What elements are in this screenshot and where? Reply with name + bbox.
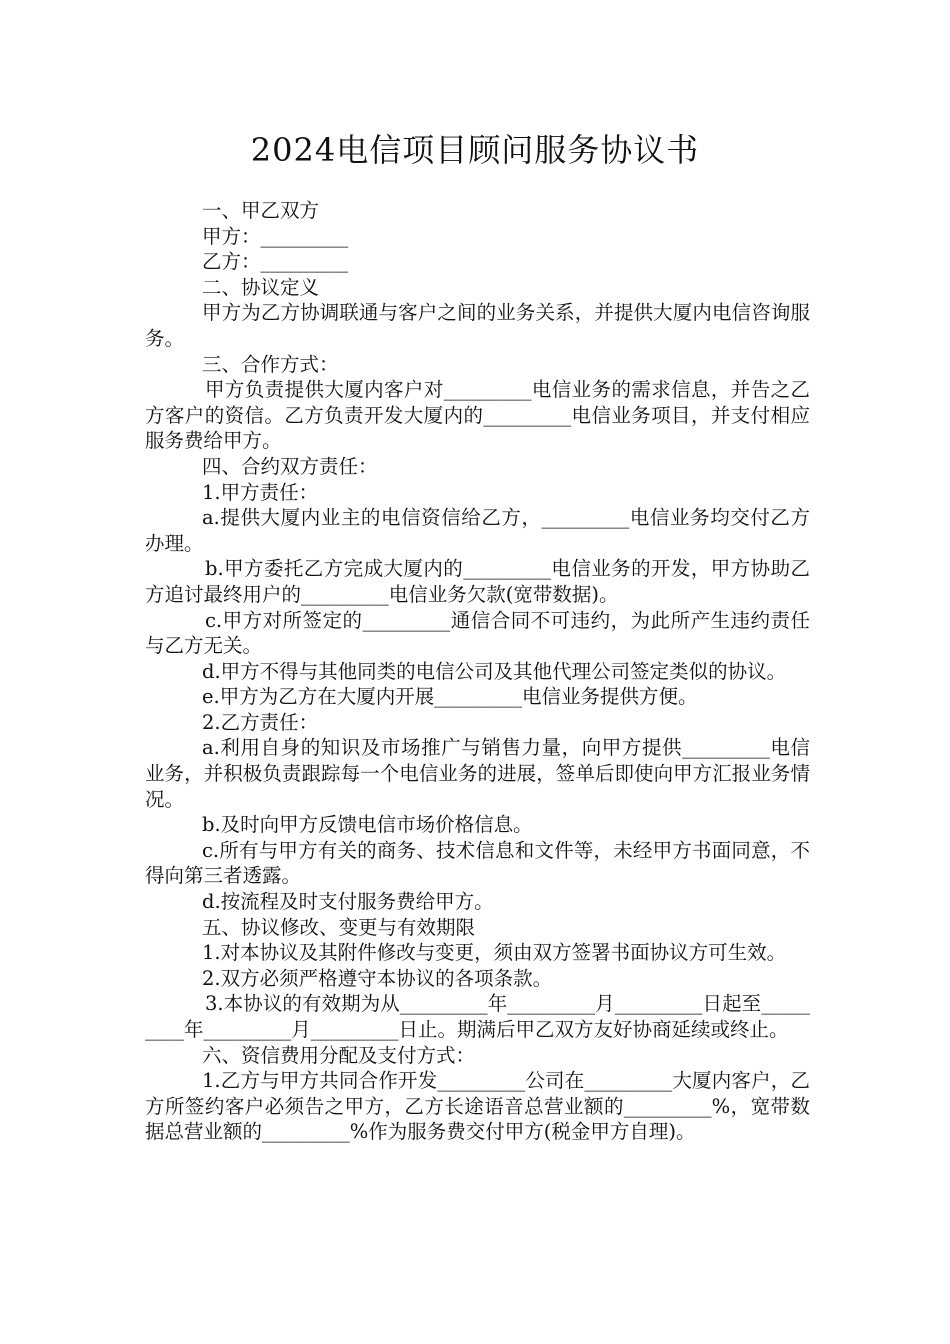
section-heading: 三、合作方式：: [202, 352, 339, 376]
section-heading: 二、协议定义: [202, 275, 320, 299]
clause: b.甲方委托乙方完成大厦内的_________电信业务的开发，甲方协助乙方追讨最终用户的_________电信业务欠款(宽带数据)。: [145, 557, 810, 606]
section-heading: 四、合约双方责任：: [202, 454, 378, 478]
document-body: [145, 198, 810, 1145]
party-b-line: 乙方：_________: [202, 250, 349, 274]
clause: d.甲方不得与其他同类的电信公司及其他代理公司签定类似的协议。: [202, 659, 787, 683]
subsection-heading: 2.乙方责任：: [202, 710, 319, 734]
clause: c.甲方对所签定的_________通信合同不可违约，为此所产生违约责任与乙方无关。: [145, 608, 810, 658]
subsection-heading: 1.甲方责任：: [202, 480, 319, 504]
clause: 1.乙方与甲方共同合作开发_________公司在_________大厦内客户，乙方所签约客户必须告之甲方，乙方长途语音总营业额的_________%，宽带数据总营业额的_________%作为服务费交付甲方(税金甲方自理)。: [145, 1069, 810, 1144]
clause: 3.本协议的有效期为从_________年_________月_________日起至_________年_________月_________日止。期满后甲乙双方友好协商延续或终止。: [145, 992, 810, 1041]
paragraph: 甲方为乙方协调联通与客户之间的业务关系，并提供大厦内电信咨询服务。: [145, 301, 810, 350]
clause: a.利用自身的知识及市场推广与销售力量，向甲方提供_________电信业务，并积极负责跟踪每一个电信业务的进展，签单后即使向甲方汇报业务情况。: [145, 736, 810, 811]
section-heading: 一、甲乙双方: [202, 199, 320, 222]
clause: 1.对本协议及其附件修改与变更，须由双方签署书面协议方可生效。: [202, 941, 787, 965]
clause: e.甲方为乙方在大厦内开展_________电信业务提供方便。: [202, 685, 698, 709]
clause: 2.双方必须严格遵守本协议的各项条款。: [202, 966, 553, 990]
section-heading: 六、资信费用分配及支付方式：: [202, 1043, 476, 1067]
document-title: 2024电信项目顾问服务协议书: [250, 131, 700, 169]
clause: d.按流程及时支付服务费给甲方。: [202, 890, 494, 914]
clause: b.及时向甲方反馈电信市场价格信息。: [202, 813, 533, 837]
paragraph: 甲方负责提供大厦内客户对_________电信业务的需求信息，并告之乙方客户的资信。乙方负责开发大厦内的_________电信业务项目，并支付相应服务费给甲方。: [145, 378, 810, 453]
party-a-line: 甲方：_________: [202, 224, 349, 248]
section-heading: 五、协议修改、变更与有效期限: [202, 915, 476, 939]
clause: a.提供大厦内业主的电信资信给乙方，_________电信业务均交付乙方办理。: [145, 506, 810, 555]
clause: c.所有与甲方有关的商务、技术信息和文件等，未经甲方书面同意，不得向第三者透露。: [145, 838, 810, 888]
